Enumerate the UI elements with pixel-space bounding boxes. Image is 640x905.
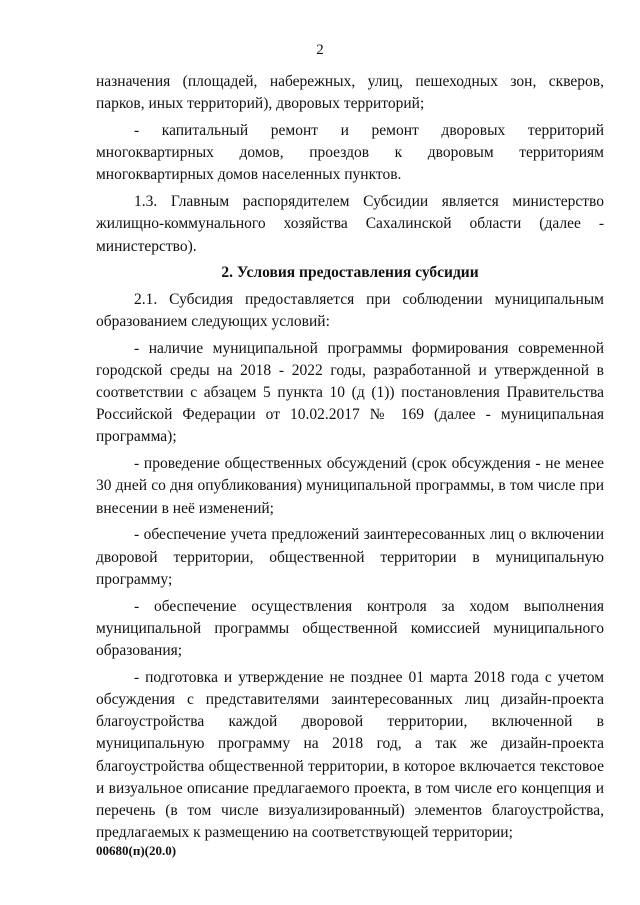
paragraph: - наличие муниципальной программы формирования современной городской среды на 2018 - 2022 годы, разработанной и утвержденной в соответствии с абзацем 5 пункта 10 (д (1)) постановления Правительства Российской Федерации от 10.02.2017 № 169 (далее - муниципальная программа); [96,339,604,446]
section-heading: 2. Условия предоставления субсидии [221,264,479,282]
page-number: 2 [316,42,324,58]
document-body [96,71,604,849]
paragraph: 2.1. Субсидия предоставляется при соблюдении муниципальным образованием следующих условий: [96,290,604,330]
paragraph: 1.3. Главным распорядителем Субсидии является министерство жилищно-коммунального хозяйства Сахалинской области (далее - министерство). [96,193,604,255]
document-code: 00680(п)(20.0) [96,843,177,858]
paragraph: назначения (площадей, набережных, улиц, пешеходных зон, скверов, парков, иных территорий), дворовых территорий; [96,73,604,113]
paragraph: - обеспечение учета предложений заинтересованных лиц о включении дворовой территории, общественной территории в муниципальную программу; [96,526,604,588]
paragraph: - обеспечение осуществления контроля за ходом выполнения муниципальной программы общественной комиссией муниципального образования; [96,597,604,660]
paragraph: - капитальный ремонт и ремонт дворовых территорий многоквартирных домов, проездов к дворовым территориям многоквартирных домов населенных пунктов. [96,122,604,184]
paragraph: - подготовка и утверждение не позднее 01 марта 2018 года с учетом обсуждения с представителями заинтересованных лиц дизайн-проекта благоустройства каждой дворовой территории, включенной в муниципальную программу на 2018 год, а так же дизайн-проекта благоустройства общественной территории, в которое включается текстовое и визуальное описание предлагаемого проекта, в том числе его концепция и перечень (в том числе визуализированный) элементов благоустройства, предлагаемых к размещению на соответствующей территории; [96,668,604,842]
paragraph: - проведение общественных обсуждений (срок обсуждения - не менее 30 дней со дня опубликования) муниципальной программы, в том числе при внесении в неё изменений; [96,455,604,517]
